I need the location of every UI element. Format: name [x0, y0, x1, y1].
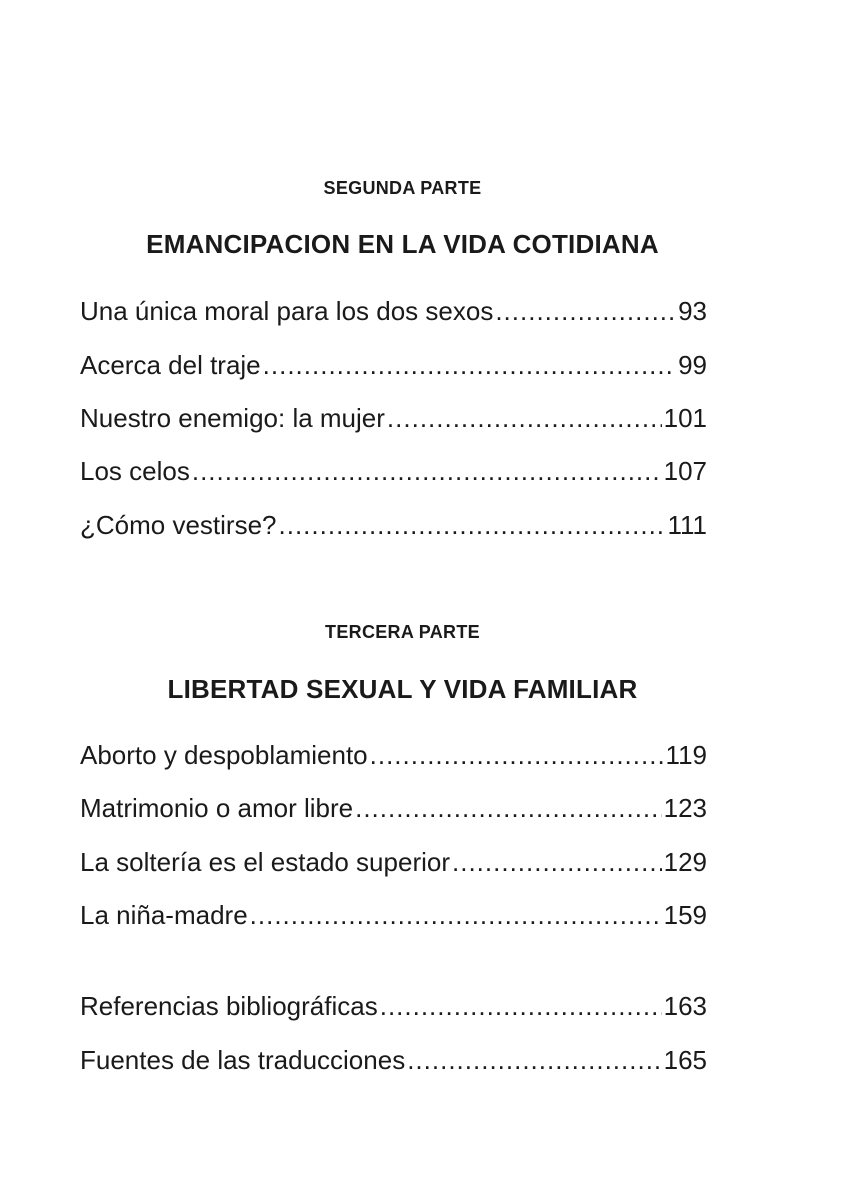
toc-entry-page: 163	[663, 991, 707, 1021]
toc-entry-page: 119	[665, 740, 707, 770]
dot-leader	[263, 347, 676, 383]
dot-leader	[387, 400, 662, 436]
toc-entry-page: 159	[663, 900, 707, 930]
toc-entry-title: Acerca del traje	[80, 350, 261, 380]
toc-entry-page: 129	[663, 847, 707, 877]
dot-leader	[250, 897, 662, 933]
toc-entry-title: ¿Cómo vestirse?	[80, 510, 277, 540]
toc-entry[interactable]	[80, 844, 707, 880]
toc-entry-title: Fuentes de las traducciones	[80, 1045, 406, 1075]
toc-entry[interactable]	[80, 293, 707, 329]
toc-entry-title: Nuestro enemigo: la mujer	[80, 403, 385, 433]
toc-entry[interactable]	[80, 790, 707, 826]
toc-entry-title: Matrimonio o amor libre	[80, 793, 354, 823]
toc-entry-page: 111	[667, 510, 707, 540]
toc-entry-page: 123	[663, 793, 707, 823]
toc-entry[interactable]	[80, 737, 707, 773]
toc-entry[interactable]	[80, 1042, 707, 1078]
toc-entry-page: 101	[663, 403, 707, 433]
dot-leader	[407, 1042, 661, 1078]
dot-leader	[370, 737, 664, 773]
part-label-tercera: TERCERA PARTE	[325, 622, 480, 642]
toc-entry-title: Los celos	[80, 456, 190, 486]
dot-leader	[279, 507, 666, 543]
toc-entry-title: Referencias bibliográficas	[80, 991, 378, 1021]
dot-leader	[192, 453, 662, 489]
section-title-emancipacion: EMANCIPACION EN LA VIDA COTIDIANA	[146, 229, 659, 259]
toc-entry-title: Aborto y despoblamiento	[80, 740, 368, 770]
dot-leader	[452, 844, 662, 880]
toc-entry-page: 165	[663, 1045, 707, 1075]
dot-leader	[355, 790, 662, 826]
dot-leader	[380, 988, 662, 1024]
toc-entry-title: La niña-madre	[80, 900, 248, 930]
toc-entry[interactable]	[80, 400, 707, 436]
toc-entry-page: 107	[663, 456, 707, 486]
section-title-libertad: LIBERTAD SEXUAL Y VIDA FAMILIAR	[167, 674, 638, 704]
toc-entry-title: La soltería es el estado superior	[80, 847, 450, 877]
toc-entry-page: 99	[678, 350, 707, 380]
toc-entry[interactable]	[80, 507, 707, 543]
toc-entry-title: Una única moral para los dos sexos	[80, 296, 494, 326]
toc-entry[interactable]	[80, 453, 707, 489]
dot-leader	[495, 293, 676, 329]
toc-entry[interactable]	[80, 897, 707, 933]
part-label-segunda: SEGUNDA PARTE	[323, 178, 482, 198]
toc-entry[interactable]	[80, 347, 707, 383]
toc-entry-page: 93	[678, 296, 707, 326]
toc-entry[interactable]	[80, 988, 707, 1024]
